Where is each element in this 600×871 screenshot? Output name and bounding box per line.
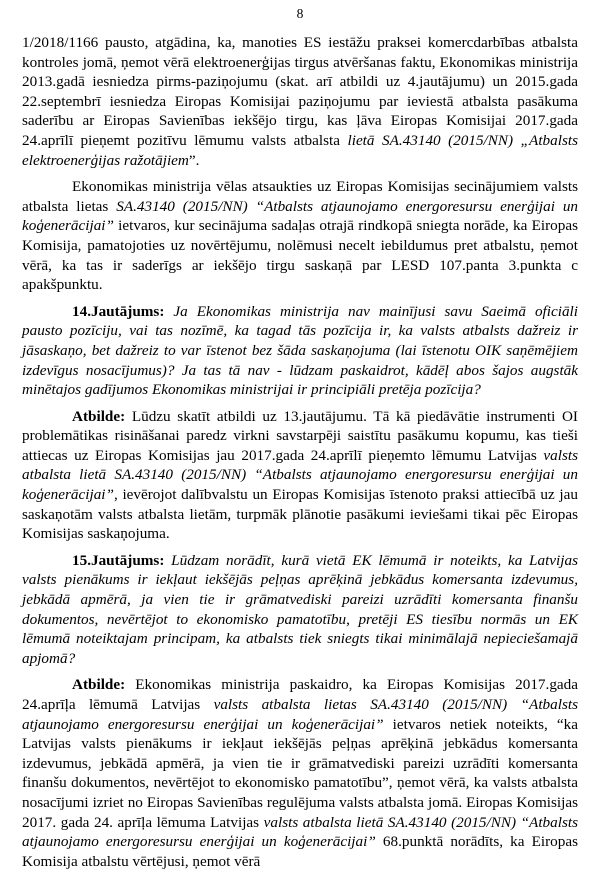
answer-text: Lūdzu skatīt atbildi uz 13.jautājumu. Tā kā piedāvātie instrumenti OI problemātikas risināšanai paredz virkni savstarpēji saistītu pasākumu kopumu, kas tieši attiecas uz Eiropas Komisijas jau 2017.gada 24.aprīlī pieņemto lēmumu Latvijas <box>22 407 578 464</box>
question-label: 14.Jautājums: <box>72 302 165 320</box>
paragraph-text: Ekonomikas ministrija vēlas atsaukties uz Eiropas Komisijas secinājumiem valsts atbalsta lietas <box>22 178 578 215</box>
paragraph-text: ietvaros, kur secinājuma sadaļas otrajā rindkopā sniegta norāde, ka Eiropas Komisija, pamatojoties uz novērtējumu, nolēmusi necelt iebildumus pret atbalstu, ņemot vērā, ka tas ir saderīgs ar iekšējo tirgu saskaņā par LESD 107.panta 3.punkta c apakšpunktu. <box>22 217 578 294</box>
answer-label: Atbilde: <box>72 676 126 694</box>
paragraph-intro-end: ”. <box>188 151 200 169</box>
question-14 <box>22 302 578 400</box>
answer-text: 68.punktā norādīts, ka Eiropas Komisija atbalstu vērtējusi, ņemot vērā <box>22 833 578 870</box>
case-reference: valsts atbalsta lietā SA.43140 (2015/NN) “Atbalsts atjaunojamo energoresursu enerģijai un koģenerācijai” <box>22 446 578 504</box>
case-reference: valsts atbalsta lietā SA.43140 (2015/NN) “Atbalsts atjaunojamo energoresursu enerģijai un koģenerācijai” <box>22 813 578 851</box>
question-15 <box>22 551 578 669</box>
answer-text: , ievērojot dalībvalstu un Eiropas Komisijas īstenoto praksi attiecībā uz jau saskaņotām valsts atbalsta lietām, turpmāk plānotie pasākumi ieviešami tikai pēc Eiropas Komisijas saskaņojuma. <box>22 486 578 543</box>
question-label: 15.Jautājums: <box>72 551 165 569</box>
answer-text: ietvaros netiek noteikts, “ka Latvijas valsts pienākums ir iekļaut iekšējās peļņas aprēķinā jebkādus komersanta izdevumus, jebkādā apmērā, ja vien tie ir grāmatvediski pareizi uzrādīti komersanta finanšu dokumentos, nevērtējot to ekonomisko pamatotību”, ņemot vērā, ka valsts atbalsta nosacījumi izriet no Eiropas Savienības regulējuma valsts atbalsta jomā. Eiropas Komisijas 2017. gada 24. aprīļa lēmuma Latvijas <box>22 715 578 831</box>
answer-label: Atbilde: <box>72 407 126 425</box>
case-reference: lietā SA.43140 (2015/NN) „Atbalsts elektroenerģijas ražotājiem <box>22 131 578 169</box>
answer-14 <box>22 407 578 544</box>
paragraph-commission-conclusions <box>22 177 578 295</box>
answer-15 <box>22 675 578 871</box>
case-reference: SA.43140 (2015/NN) “Atbalsts atjaunojamo energoresursu enerģijai un koģenerācijai” <box>22 197 579 235</box>
case-reference: valsts atbalsta lietas SA.43140 (2015/NN) “Atbalsts atjaunojamo energoresursu enerģijai un koģenerācijai” <box>22 696 578 733</box>
paragraph-intro-text: 1/2018/1166 pausto, atgādina, ka, manoties ES iestāžu praksei komercdarbības atbalsta kontroles jomā, ņemot vērā elektroenerģijas tirgus atvēršanas faktu, Ekonomikas ministrija 2013.gadā iesniedza pirms-paziņojumu (skat. arī atbildi uz 4.jautājumu) un 2015.gada 22.septembrī iesniedza Eiropas Komisijai paziņojumu par ieviestā atbalsta pasākuma saderību ar Eiropas Savienības iekšējo tirgu, kas ļāva Eiropas Komisijai 2017.gada 24.aprīlī pieņemt pozitīvu lēmumu valsts atbalsta <box>22 34 578 149</box>
answer-text: Ekonomikas ministrija paskaidro, ka Eiropas Komisijas 2017.gada 24.aprīļa lēmumā Latvijas <box>22 676 578 713</box>
question-text: Ja Ekonomikas ministrija nav mainījusi savu Saeimā oficiāli pausto pozīciju, vai tas nozīmē, ka tagad tās pozīcija ir, ka valsts atbalsts dažreiz ir jāsaskaņo, bet dažreiz to var īstenot bez šāda saskaņojuma (lai īstenotu OIK saņēmējiem izdevīgus nosacījumus)? Ja tas tā nav - lūdzam paskaidrot, kādēļ abos šajos augstāk minētajos gadījumos Ekonomikas ministrijai ir principiāli pretēja pozīcija? <box>22 302 578 399</box>
document-body <box>22 33 578 871</box>
paragraph-intro <box>22 33 578 170</box>
question-text: Lūdzam norādīt, kurā vietā EK lēmumā ir noteikts, ka Latvijas valsts pienākums ir iekļaut iekšējās peļņas aprēķinā jebkādus komersanta izdevumus, jebkādā apmērā, ja vien tie ir grāmatvediski pareizi uzrādīti komersanta finanšu dokumentos, nevērtējot to ekonomisko pamatotību, pretēji ES tiesību normās un EK lēmumā noteiktajam principam, ka atbalsts tiek sniegts tikai minimālajā nepieciešamajā apjomā? <box>22 551 578 667</box>
page-number: 8 <box>296 6 304 21</box>
